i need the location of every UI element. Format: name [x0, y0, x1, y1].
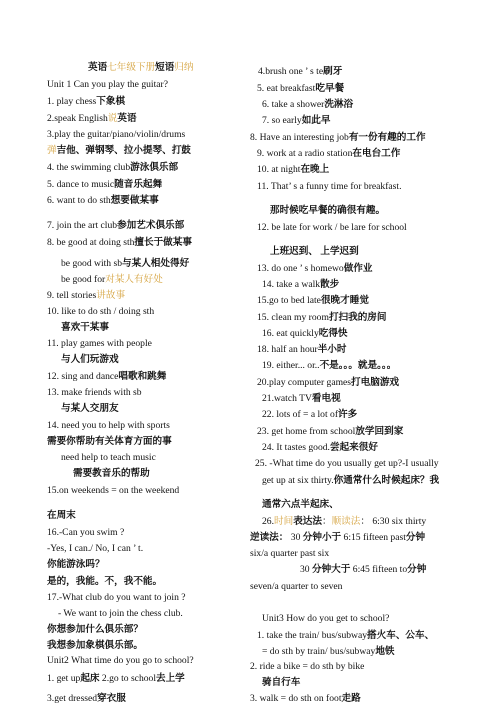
phrase-english: 1. play chess: [47, 96, 97, 107]
phrase-line: [47, 484, 179, 497]
phrase-chinese: 打扫我的房间: [328, 312, 387, 323]
phrase-english: 4.brush one ’ s te: [258, 66, 324, 77]
phrase-line: [262, 327, 348, 340]
phrase-chinese: 随音乐起舞: [114, 179, 163, 190]
phrase-chinese: 不是。。。就是。。。: [319, 360, 397, 371]
phrase-line: [257, 343, 347, 356]
phrase-english: seven/a quarter to seven: [250, 581, 343, 592]
phrase-line: [47, 542, 143, 555]
phrase-line: [47, 337, 152, 350]
phrase-chinese: 逆读法：: [250, 532, 289, 543]
title-part: 英语: [88, 62, 108, 73]
phrase-chinese: 许多: [338, 409, 358, 420]
phrase-chinese: 在周末: [47, 510, 76, 521]
phrase-line: [47, 435, 172, 448]
phrase-chinese: 散步: [320, 279, 340, 290]
phrase-chinese: 如此早: [301, 115, 331, 126]
phrase-line: [47, 509, 76, 522]
phrase-line: [262, 441, 378, 454]
phrase-line: [262, 98, 353, 111]
phrase-chinese: 需要你帮助有关体育方面的事: [47, 436, 172, 447]
phrase-line: [250, 580, 342, 593]
phrase-chinese: 搭火车、公车、: [367, 630, 435, 641]
phrase-line: [47, 161, 178, 174]
phrase-chinese: 在晚上: [300, 164, 330, 175]
phrase-chinese: 放学回到家: [355, 426, 404, 437]
phrase-english: 12. be late for work / be lare for school: [257, 222, 407, 233]
phrase-chinese: 分钟小于: [302, 532, 342, 543]
phrase-line: [262, 114, 330, 127]
phrase-chinese: 需要教音乐的帮助: [73, 468, 150, 479]
phrase-chinese: 你能游泳吗？: [47, 559, 105, 570]
phrase-english: 19. either... or..: [262, 360, 320, 371]
phrase-line: [262, 359, 396, 372]
phrase-line: [47, 654, 194, 667]
phrase-line: [47, 128, 185, 141]
phrase-line: [47, 95, 125, 108]
phrase-chinese: 洗淋浴: [324, 99, 354, 110]
phrase-chinese: 下象棋: [96, 96, 126, 107]
phrase-english: 6. take a shower: [262, 99, 325, 110]
phrase-chinese: 英语: [117, 113, 137, 124]
phrase-chinese: 上班迟到、 上学迟到: [270, 246, 359, 257]
phrase-line: [47, 194, 159, 207]
phrase-english: get up at six thirty.: [262, 475, 334, 486]
phrase-english: 22. lots of = a lot of: [262, 409, 339, 420]
phrase-english: 2. ride a bike = do sth by bike: [250, 661, 365, 672]
phrase-chinese: 尝起来很好: [329, 442, 378, 453]
phrase-chinese: 与某人交朋友: [61, 403, 119, 414]
phrase-line: [250, 692, 361, 705]
phrase-line: [61, 273, 163, 286]
phrase-english: 7. so early: [262, 115, 302, 126]
phrase-line: [250, 531, 425, 544]
phrase-line: [257, 82, 344, 95]
phrase-line: [47, 575, 162, 588]
phrase-chinese: 去上学: [156, 673, 185, 684]
phrase-line: [262, 515, 426, 528]
phrase-english: -Yes, I can./ No, I can ’ t.: [47, 543, 144, 554]
phrase-line: [270, 204, 385, 217]
phrase-english: 13. make friends with sb: [47, 387, 142, 398]
phrase-line: [47, 370, 166, 383]
phrase-chinese: 吉他、弹钢琴、拉小提琴、打鼓: [56, 145, 191, 156]
phrase-chinese: 刷牙: [323, 66, 343, 77]
phrase-chinese: 想要做某事: [110, 195, 159, 206]
phrase-line: [47, 692, 126, 705]
phrase-english: 8. Have an interesting job: [250, 132, 349, 143]
phrase-chinese: 是的，我能。不，我不能。: [47, 576, 163, 587]
phrase-english: 25. -What time do you usually get up?-I usually: [255, 458, 439, 469]
phrase-line: [262, 392, 341, 405]
phrase-line: [270, 245, 359, 258]
phrase-line: [47, 236, 192, 249]
phrase-english: 1. get up: [47, 673, 81, 684]
phrase-english: Unit3 How do you get to school?: [262, 613, 390, 624]
phrase-english: 16.-Can you swim ?: [47, 527, 125, 538]
phrase-chinese: 时间: [274, 516, 294, 527]
phrase-english: 8. be good at doing sth: [47, 237, 135, 248]
phrase-chinese: 分钟: [407, 564, 427, 575]
phrase-line: [250, 660, 364, 673]
phrase-english: be good with sb: [61, 258, 123, 269]
phrase-line: [262, 474, 439, 487]
phrase-line: [300, 563, 426, 576]
phrase-english: 5. eat breakfast: [257, 83, 316, 94]
phrase-chinese: 你通常什么时候起床？我: [333, 475, 440, 486]
phrase-chinese: 讲故事: [96, 290, 126, 301]
phrase-line: [47, 178, 162, 191]
phrase-english: 1. take the train/ bus/subway: [257, 630, 368, 641]
phrase-english: = do sth by train/ bus/subway: [262, 646, 376, 657]
phrase-english: 20.play computer games: [257, 377, 352, 388]
phrase-english: 30: [300, 564, 312, 575]
phrase-english: 2.go to school: [99, 673, 156, 684]
phrase-line: [47, 558, 105, 571]
phrase-chinese: 在电台工作: [352, 148, 401, 159]
phrase-english: 3.get dressed: [47, 693, 98, 704]
phrase-chinese: 很晚才睡觉: [320, 295, 369, 306]
phrase-english: ： 6:30 six thirty: [360, 516, 427, 527]
phrase-line: [47, 386, 142, 399]
phrase-chinese: 对某人有好处: [105, 274, 163, 285]
phrase-english: 23. get home from school: [257, 426, 356, 437]
phrase-english: 7. join the art club: [47, 220, 118, 231]
phrase-english: 13. do one ’ s homewo: [257, 263, 344, 274]
phrase-line: [47, 639, 143, 652]
phrase-chinese: 参加艺术俱乐部: [117, 220, 185, 231]
phrase-english: 10. like to do sth / doing sth: [47, 306, 155, 317]
phrase-line: [61, 257, 189, 270]
phrase-chinese: 与某人相处得好: [122, 258, 190, 269]
phrase-line: [255, 457, 439, 470]
phrase-line: [257, 425, 403, 438]
phrase-line: [250, 547, 329, 560]
phrase-english: 11. play games with people: [47, 338, 152, 349]
phrase-english: 10. at night: [257, 164, 301, 175]
phrase-english: ：: [321, 516, 332, 527]
phrase-line: [262, 612, 389, 625]
phrase-chinese: 擅长于做某事: [134, 237, 192, 248]
phrase-chinese: 打电脑游戏: [351, 377, 400, 388]
phrase-line: [47, 112, 137, 125]
phrase-chinese: 走路: [341, 693, 361, 704]
phrase-line: [47, 672, 185, 685]
phrase-line: [262, 645, 395, 658]
phrase-chinese: 弹: [47, 145, 57, 156]
phrase-english: 21.watch TV: [262, 393, 312, 404]
phrase-english: 9. tell stories: [47, 290, 97, 301]
phrase-line: [47, 591, 186, 604]
phrase-chinese: 看电视: [311, 393, 341, 404]
phrase-line: [257, 376, 399, 389]
phrase-english: 3. walk = do sth on foot: [250, 693, 342, 704]
phrase-chinese: 穿衣服: [97, 693, 126, 704]
phrase-chinese: 说: [107, 113, 118, 124]
phrase-english: 14. take a walk: [262, 279, 321, 290]
phrase-line: [47, 419, 170, 432]
phrase-line: [257, 311, 387, 324]
phrase-english: six/a quarter past six: [250, 548, 330, 559]
phrase-line: [47, 78, 168, 91]
phrase-english: 26.: [262, 516, 274, 527]
phrase-english: 16. eat quickly: [262, 328, 319, 339]
phrase-english: 12. sing and dance: [47, 371, 119, 382]
phrase-english: 15. clean my room: [257, 312, 329, 323]
phrase-chinese: 吃早餐: [315, 83, 345, 94]
phrase-line: [257, 147, 400, 160]
phrase-english: 14. need you to help with sports: [47, 420, 170, 431]
phrase-english: 17.-What club do you want to join ?: [47, 592, 186, 603]
phrase-line: [61, 353, 119, 366]
phrase-chinese: 与人们玩游戏: [61, 354, 119, 365]
phrase-line: [257, 221, 407, 234]
page-title: [88, 61, 194, 74]
phrase-line: [61, 451, 156, 464]
title-part: 七年级下册: [107, 62, 156, 73]
phrase-line: [262, 498, 339, 511]
phrase-line: [257, 262, 372, 275]
phrase-line: [47, 219, 184, 232]
phrase-chinese: 骑自行车: [262, 677, 301, 688]
phrase-line: [262, 278, 339, 291]
phrase-chinese: 做作业: [343, 263, 373, 274]
phrase-line: [262, 408, 357, 421]
phrase-chinese: 分钟大于: [312, 564, 351, 575]
phrase-english: 3.play the guitar/piano/violin/drums: [47, 129, 186, 140]
phrase-line: [73, 467, 150, 480]
phrase-chinese: 表达法: [293, 516, 322, 527]
phrase-line: [47, 526, 124, 539]
phrase-line: [257, 180, 401, 193]
phrase-line: [58, 607, 183, 620]
phrase-chinese: 顺读法: [331, 516, 361, 527]
phrase-line: [257, 629, 434, 642]
phrase-chinese: 通常六点半起床、: [262, 499, 339, 510]
phrase-chinese: 唱歌和跳舞: [118, 371, 167, 382]
phrase-english: - We want to join the chess club.: [58, 608, 183, 619]
phrase-english: need help to teach music: [61, 452, 156, 463]
phrase-english: be good for: [61, 274, 106, 285]
phrase-english: 9. work at a radio station: [257, 148, 353, 159]
phrase-english: 2.speak English: [47, 113, 108, 124]
phrase-english: 4. the swimming club: [47, 162, 131, 173]
phrase-line: [47, 623, 143, 636]
phrase-english: 11. That’ s a funny time for breakfast.: [257, 181, 402, 192]
phrase-english: 24. It tastes good.: [262, 442, 330, 453]
phrase-chinese: 起床: [80, 673, 100, 684]
phrase-line: [47, 144, 191, 157]
phrase-english: 6. want to do sth: [47, 195, 111, 206]
phrase-english: 30: [288, 532, 303, 543]
phrase-chinese: 那时候吃早餐的确很有趣。: [270, 205, 386, 216]
phrase-chinese: 有一份有趣的工作: [348, 132, 426, 143]
phrase-chinese: 分钟: [405, 532, 426, 543]
phrase-chinese: 我想参加象棋俱乐部。: [47, 640, 143, 651]
phrase-chinese: 吃得快: [318, 328, 348, 339]
title-part: 短语: [155, 62, 175, 73]
phrase-line: [257, 163, 329, 176]
phrase-english: 15.on weekends = on the weekend: [47, 485, 180, 496]
phrase-line: [262, 676, 300, 689]
phrase-line: [61, 402, 119, 415]
phrase-english: 5. dance to music: [47, 179, 115, 190]
phrase-line: [47, 289, 125, 302]
phrase-chinese: 你想参加什么俱乐部？: [47, 624, 143, 635]
phrase-line: [47, 305, 154, 318]
phrase-line: [250, 131, 426, 144]
phrase-line: [258, 65, 342, 78]
phrase-english: 15.go to bed late: [257, 295, 321, 306]
phrase-chinese: 游泳俱乐部: [130, 162, 179, 173]
phrase-chinese: 地铁: [375, 646, 395, 657]
title-part: 归纳: [174, 62, 194, 73]
phrase-line: [61, 321, 109, 334]
phrase-chinese: 喜欢干某事: [61, 322, 109, 333]
phrase-english: Unit 1 Can you play the guitar?: [47, 79, 168, 90]
phrase-english: 6:45 fifteen to: [350, 564, 408, 575]
phrase-english: 18. half an hour: [257, 344, 318, 355]
phrase-line: [257, 294, 369, 307]
phrase-chinese: 半小时: [317, 344, 347, 355]
phrase-english: Unit2 What time do you go to school?: [47, 655, 194, 666]
phrase-english: 6:15 fifteen past: [341, 532, 406, 543]
